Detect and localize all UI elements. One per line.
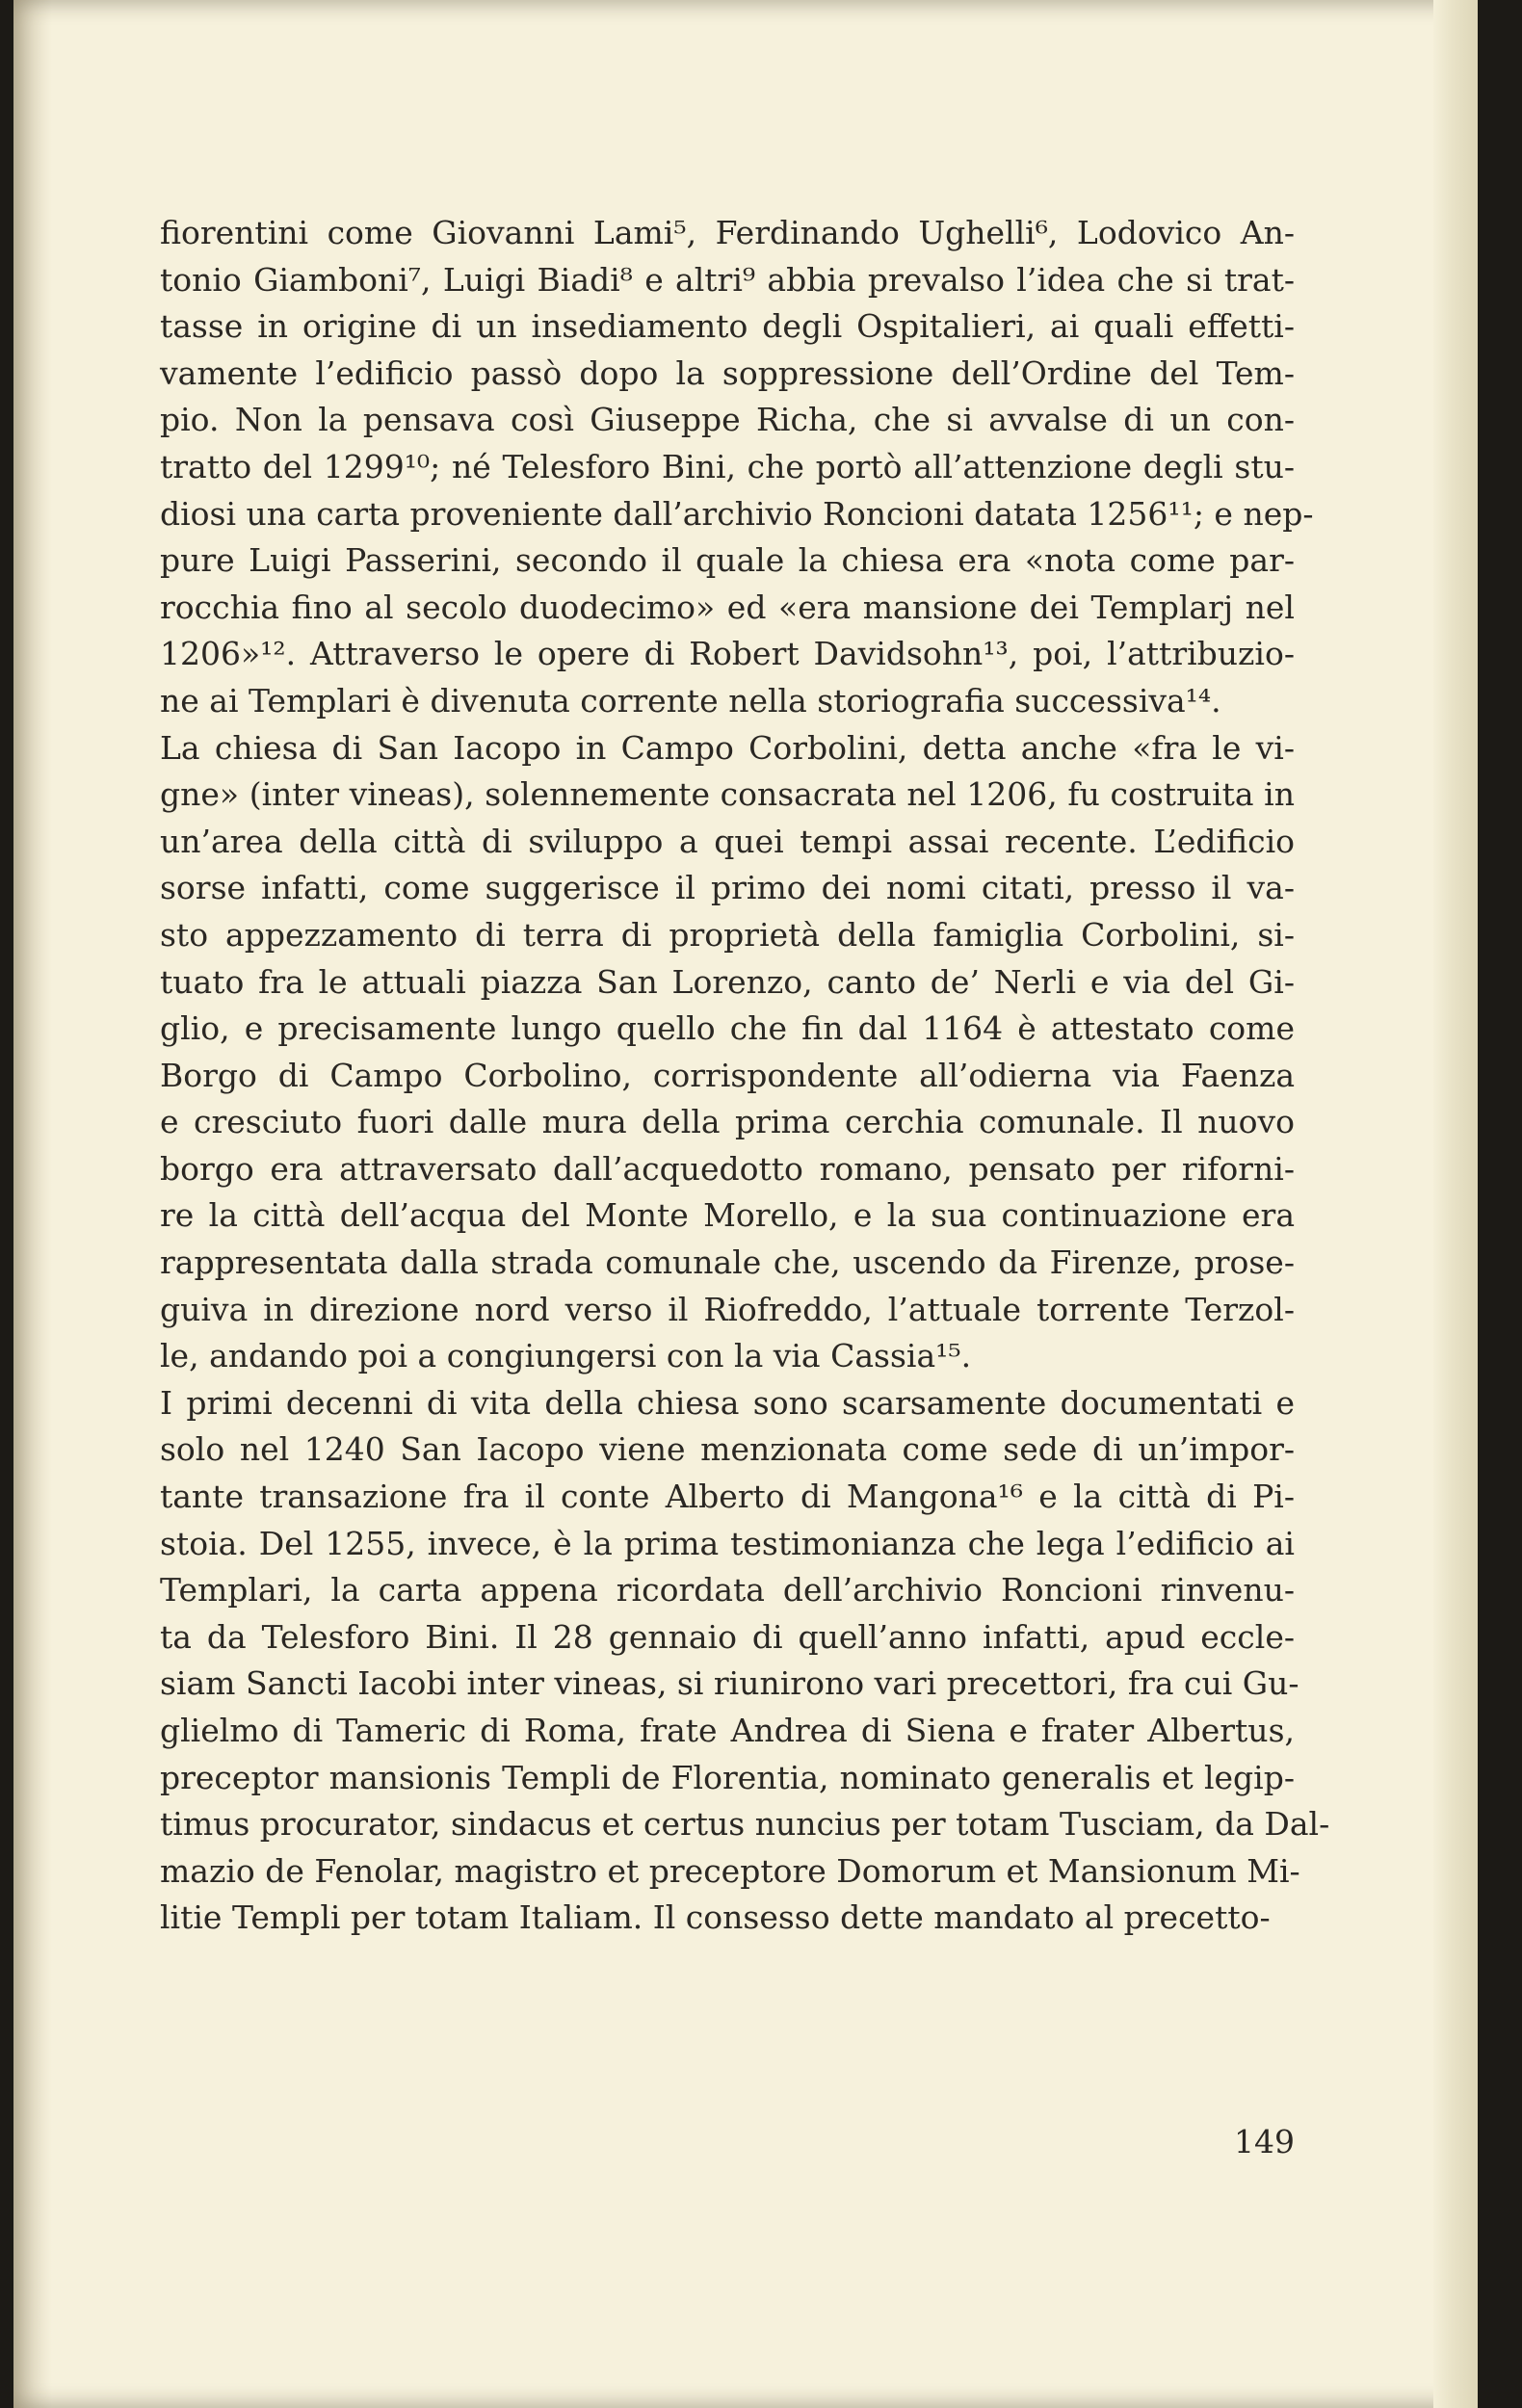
- text-line: glio, e precisamente lungo quello che fin dal 1164 è attestato come: [160, 1009, 1295, 1048]
- spine-shadow: [13, 0, 52, 2408]
- text-line: siam Sancti Iacobi inter vineas, si riunirono vari precettori, fra cui Gu-: [160, 1664, 1299, 1703]
- text-line: pure Luigi Passerini, secondo il quale la chiesa era «nota come par-: [160, 541, 1295, 580]
- text-line: stoia. Del 1255, invece, è la prima testimonianza che lega l’edificio ai: [160, 1524, 1295, 1562]
- text-line: tratto del 1299¹⁰; né Telesforo Bini, che portò all’attenzione degli stu-: [160, 447, 1295, 485]
- text-line: 1206»¹². Attraverso le opere di Robert Davidsohn¹³, poi, l’attribuzio-: [160, 635, 1295, 673]
- book-page: [13, 0, 1478, 2408]
- text-line: guiva in direzione nord verso il Riofreddo, l’attuale torrente Terzol-: [160, 1290, 1295, 1328]
- text-line: preceptor mansionis Templi de Florentia, nominato generalis et legip-: [160, 1758, 1295, 1796]
- text-line: sto appezzamento di terra di proprietà della famiglia Corbolini, si-: [160, 915, 1295, 954]
- text-line: glielmo di Tameric di Roma, frate Andrea di Siena e frater Albertus,: [160, 1712, 1295, 1749]
- text-line: timus procurator, sindacus et certus nuncius per totam Tusciam, da Dal-: [160, 1805, 1330, 1844]
- text-line: un’area della città di sviluppo a quei tempi assai recente. L’edificio: [160, 822, 1295, 860]
- text-line: litie Templi per totam Italiam. Il consesso dette mandato al precetto-: [160, 1898, 1271, 1937]
- text-line: La chiesa di San Iacopo in Campo Corbolini, detta anche «fra le vi-: [160, 728, 1295, 767]
- text-line: Templari, la carta appena ricordata dell’archivio Roncioni rinvenu-: [160, 1571, 1295, 1610]
- text-line: sorse infatti, come suggerisce il primo dei nomi citati, presso il va-: [160, 869, 1295, 907]
- text-line: ta da Telesforo Bini. Il 28 gennaio di quell’anno infatti, apud eccle-: [160, 1617, 1295, 1656]
- text-line: diosi una carta proveniente dall’archivio Roncioni datata 1256¹¹; e nep-: [160, 494, 1314, 533]
- text-line: mazio de Fenolar, magistro et preceptore Domorum et Mansionum Mi-: [160, 1851, 1300, 1890]
- text-line: e cresciuto fuori dalle mura della prima cerchia comunale. Il nuovo: [160, 1103, 1295, 1141]
- text-line: le, andando poi a congiungersi con la via Cassia¹⁵.: [160, 1337, 972, 1375]
- text-line: Borgo di Campo Corbolino, corrispondente all’odierna via Faenza: [160, 1056, 1295, 1094]
- text-line: gne» (inter vineas), solennemente consacrata nel 1206, fu costruita in: [160, 775, 1295, 814]
- text-line: rocchia fino al secolo duodecimo» ed «era mansione dei Templarj nel: [160, 588, 1295, 626]
- text-line: tonio Giamboni⁷, Luigi Biadi⁸ e altri⁹ abbia prevalso l’idea che si trat-: [160, 260, 1295, 299]
- page-edge-strip: [1433, 0, 1478, 2408]
- text-line: pio. Non la pensava così Giuseppe Richa, che si avvalse di un con-: [160, 401, 1295, 439]
- text-line: tuato fra le attuali piazza San Lorenzo, canto de’ Nerli e via del Gi-: [160, 962, 1295, 1001]
- text-line: fiorentini come Giovanni Lami⁵, Ferdinando Ughelli⁶, Lodovico An-: [160, 214, 1295, 251]
- text-line: borgo era attraversato dall’acquedotto romano, pensato per riforni-: [160, 1149, 1295, 1188]
- text-line: rappresentata dalla strada comunale che, uscendo da Firenze, prose-: [160, 1243, 1295, 1282]
- page-number: 149: [1234, 2123, 1295, 2160]
- body-text: [160, 210, 1330, 1942]
- text-line: re la città dell’acqua del Monte Morello, e la sua continuazione era: [160, 1196, 1295, 1235]
- text-line: solo nel 1240 San Iacopo viene menzionata come sede di un’impor-: [160, 1430, 1295, 1469]
- text-line: ne ai Templari è divenuta corrente nella storiografia successiva¹⁴.: [160, 681, 1221, 720]
- text-line: tasse in origine di un insediamento degli Ospitalieri, ai quali effetti-: [160, 307, 1295, 346]
- text-line: tante transazione fra il conte Alberto di Mangona¹⁶ e la città di Pi-: [160, 1478, 1295, 1516]
- text-line: vamente l’edificio passò dopo la soppressione dell’Ordine del Tem-: [160, 353, 1295, 392]
- text-line: I primi decenni di vita della chiesa sono scarsamente documentati e: [160, 1383, 1295, 1422]
